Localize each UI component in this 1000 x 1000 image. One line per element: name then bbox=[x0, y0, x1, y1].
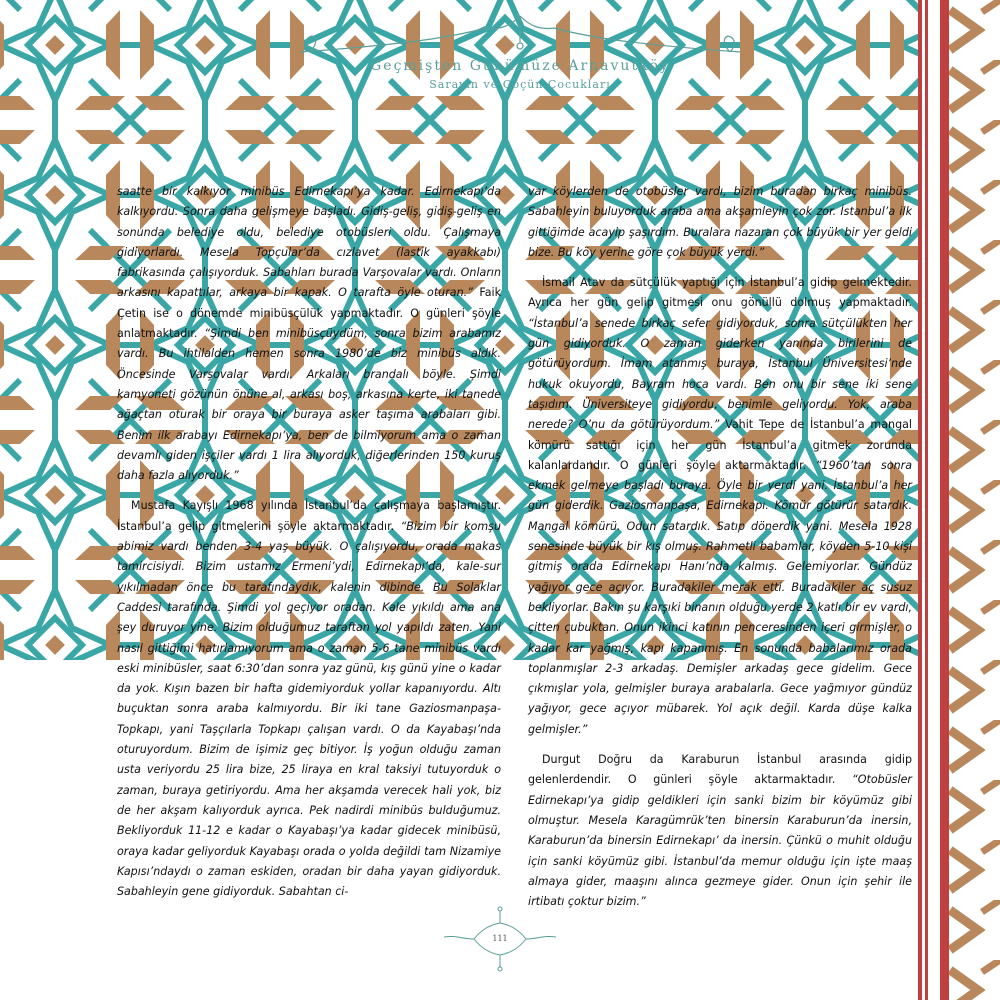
decorative-side-border bbox=[918, 0, 1000, 1000]
running-header bbox=[280, 12, 760, 107]
paragraph bbox=[528, 182, 912, 263]
header-ornament-icon bbox=[280, 12, 760, 62]
right-text-column bbox=[528, 182, 912, 912]
quote-text: “Bizim bir komşu abimiz vardı benden 3-4 yaş büyük. O çalışıyordu, orada makas tamircisiydi. Bizim ustamız Ermeni’ydi, Edirnekapı’da, kale-sur yıkılmadan önce bu tarafındaydık, kalenin dibinde. Bu Solaklar Caddesi tarafında. Şimdi yol geçiyor oradan. Kale yıkıldı ama ana şey duruyor yine. Bizim olduğumuz taraftan yol yapıldı zaten. Yani nasıl gittiğimi hatırlamıyorum ama o zaman 5-6 tane minibüs vardı eski minibüsler, saat 6:30’dan sonra yaz günü, kış günü yine o kadar da yok. Kışın bazen bir hafta gidemiyorduk yollar kapanıyordu. Altı buçuktan sonra araba kalmıyordu. Bir iki tane Gaziosmanpaşa-Topkapı, yani Taşçılarla Topkapı çalışan vardı. O da Kayabaşı’nda oturuyordum. Bizim de işimiz geç bitiyor. İş yoğun olduğu zaman usta veriyordu 25 lira bize, 25 liraya en kral taksiyi tutuyorduk o zaman, buraya getiriyordu. Ama her akşamda verecek hali yok, biz de her akşam kalıyorduk ayrıca. Pek nadirdi minibüs bulduğumuz. Bekliyorduk 11-12 e kadar o Kayabaşı’ya kadar gidecek minibüsü, oraya kadar geliyorduk Kayabaşı orada o yolda değildi tam Nizamiye Kapısı’ndaydı o zaman eskiden, oradan bir daha yayan gidiyorduk. Sabahleyin gene gidiyorduk. Sabahtan ci- bbox=[117, 519, 501, 899]
header-subtitle: Sarayın ve Göçün Çocukları bbox=[429, 78, 611, 91]
body-text: Mustafa Kayışlı 1968 yılında İstanbul’da çalışmaya başlamıştır. İstanbul’a gelip gitmelerini şöyle aktarmaktadır. bbox=[117, 499, 501, 533]
page-footer bbox=[440, 905, 560, 975]
body-text: Vahit Tepe de İstanbul’a mangal kömürü sattığı için her gün İstanbul’a gitmek zorunda kalanlardandır. O günleri şöyle aktarmaktadır. bbox=[528, 418, 912, 472]
body-text: Faik Çetin ise o dönemde minibüsçülük yapmaktadır. O günleri şöyle anlatmaktadır. bbox=[117, 286, 501, 341]
header-title: Geçmişten Günümüze Arnavutköy bbox=[370, 58, 670, 74]
paragraph bbox=[117, 496, 501, 902]
quote-text: saatte bir kalkıyor minibüs Edirnekapı’ya kadar. Edirnekapı’da kalkıyordu. Sonra daha gelişmeye başladı. Gidiş-geliş, gidiş-geliş en sonunda belediye oldu, belediye otobüsleri oldu. Çalışmaya gidiyorlardı. Mesela Topçular’da cızlavet (lastik ayakkabı) fabrikasında çalışıyorduk. Sabahları burada Varşovalar vardı. Onların arkasını kapattılar, arkaya bir kapak. O tarafta öyle oturan.” bbox=[117, 185, 501, 300]
paragraph bbox=[528, 750, 912, 912]
body-text: İsmail Atav da sütçülük yaptığı için İstanbul’a gidip gelmektedir. Ayrıca her gün gelip gitmesi onu gönüllü dolmuş yapmaktadır. bbox=[528, 276, 912, 310]
quote-text: var köylerden de otobüsler vardı, bizim buradan birkaç minibüs. Sabahleyin buluyorduk araba ama akşamleyin çok zor. İstanbul’a ilk gittiğimde acayip şaşırdım. Buralara nazaran çok büyük bir yer geldi bize. Bu köy yerine göre çok büyük yerdi.” bbox=[528, 185, 912, 259]
left-text-column bbox=[117, 182, 501, 902]
quote-text: “Otobüsler Edirnekapı’ya gidip geldikleri için sanki bizim bir köyümüz gibi olmuştur. Mesela Karagümrük’ten binersin Karaburun’da inersin, Karaburun’da binersin Edirnekapı’ da inersin. Çünkü o muhit olduğu için sanki köyümüz gibi. İstanbul’da memur olduğu için işte maaş almaya gider, maaşını alınca gezmeye gider. Onun için şehir ile irtibatı çoktur bizim.” bbox=[528, 773, 912, 909]
quote-text: “İstanbul’a senede birkaç sefer gidiyorduk, sonra sütçülükten her gün gidiyorduk. O zaman giderken yanında birilerini de götürüyordum. İmam atanmış buraya, İstanbul Üniversitesi’nde hukuk okuyordu, Bayram hoca vardı. Ben onu bir sene iki sene taşıdım. Üniversiteye gidiyordu, benimle geliyordu. Yok, araba nerede? O’nu da götürüyordum.” bbox=[528, 316, 912, 432]
paragraph bbox=[117, 182, 501, 486]
body-text: Durgut Doğru da Karaburun İstanbul arasında gidip gelenlerdendir. O günleri şöyle aktarmaktadır. bbox=[528, 753, 912, 787]
paragraph bbox=[528, 273, 912, 740]
page-number: 111 bbox=[492, 934, 508, 943]
quote-text: “1960’tan sonra ekmek gelmeye başladı buraya. Öyle bir yerdi yani. İstanbul’a her gün giderdik. Gaziosmanpaşa, Edirnekapı. Kömür götürür satardık. Mangal kömürü. Odun satardık. Satıp dönerdik yani. Mesela 1928 senesinde büyük bir kış olmuş. Rahmetli babamlar, köyden 5-10 kişi gitmiş orada Edirnekapı Hanı’nda kalmış. Gelemiyorlar. Gündüz yağıyor gece açıyor. Buradakiler merak etti. Buradakiler aç susuz bekliyorlar. Bakın şu karşıki binanın olduğu yerde 2 katlı bir ev vardı, çitten çubuktan. Onun ikinci katının penceresinden içeri girmişler, o kadar kar yağmış, kapı kapanmış. En sonunda babalarımız orada toplanmışlar 2-3 arkadaş. Demişler arkadaş gece gidelim. Gece çıkmışlar yola, gelmişler buraya arabalarla. Gece yağmıyor gündüz yağıyor, gece açıyor mübarek. Yol açık değil. Karda düşe kalka gelmişler.” bbox=[528, 458, 913, 736]
quote-text: “Şimdi ben minibüsçüydüm, sonra bizim arabamız vardı. Bu ihtilalden hemen sonra 1980’de biz minibüs aldık. Öncesinde Varşovalar vardı. Arkaları brandalı böyle. Şimdi kamyoneti gözünün önüne al, arkası boş, arkasına kerte, iki tanede ağaçtan oturak bir oraya bir buraya asker taşıma arabaları gibi. Benim ilk arabayı Edirnekapı’ya, ben de bilmiyorum ama o zaman devamlı giden işçiler vardı 1 lira alıyorduk, diğerlerinden 150 kuruş daha fazla alıyorduk.” bbox=[117, 327, 501, 483]
